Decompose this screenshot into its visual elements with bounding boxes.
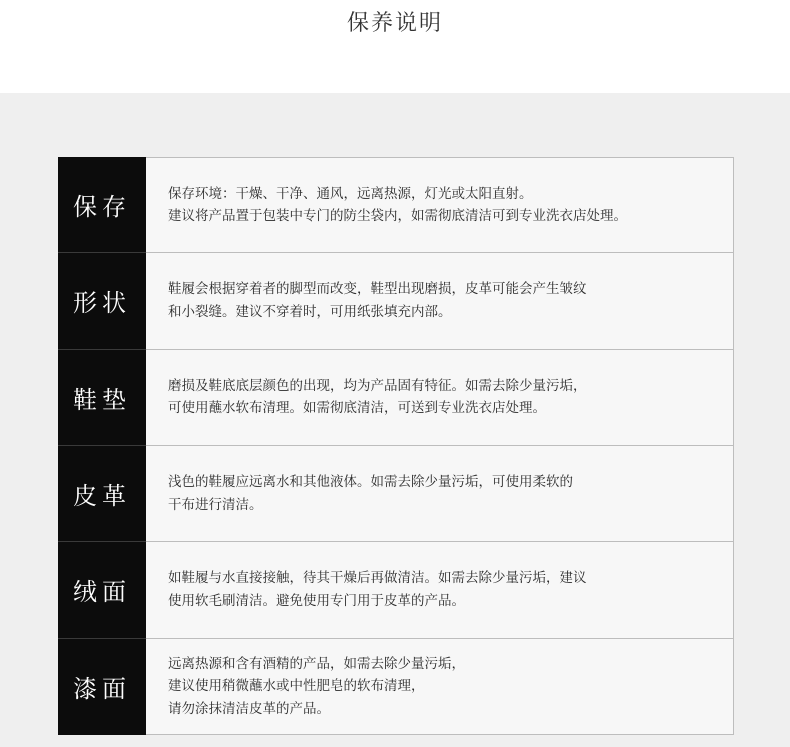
care-row-suede <box>58 542 734 638</box>
care-content-storage <box>146 157 734 253</box>
care-content-suede <box>146 542 734 638</box>
care-line: 浅色的鞋履应远离水和其他液体。如需去除少量污垢，可使用柔软的 <box>168 474 573 491</box>
care-line: 请勿涂抹清洁皮革的产品。 <box>168 700 330 717</box>
care-row-storage <box>58 157 734 253</box>
care-label-shape: 形状 <box>58 253 146 349</box>
care-content-leather <box>146 446 734 542</box>
care-line: 使用软毛刷清洁。避免使用专门用于皮革的产品。 <box>168 592 465 609</box>
care-label-leather: 皮革 <box>58 446 146 542</box>
care-line: 鞋履会根据穿着者的脚型而改变，鞋型出现磨损，皮革可能会产生皱纹 <box>168 281 587 298</box>
care-line: 和小裂缝。建议不穿着时，可用纸张填充内部。 <box>168 303 452 320</box>
care-line: 可使用蘸水软布清理。如需彻底清洁，可送到专业洗衣店处理。 <box>168 400 546 417</box>
care-row-insole <box>58 350 734 446</box>
header-banner <box>0 0 790 93</box>
care-row-shape <box>58 253 734 349</box>
care-content-patent <box>146 639 734 735</box>
care-label-patent: 漆面 <box>58 639 146 735</box>
care-label-storage: 保存 <box>58 157 146 253</box>
care-row-leather <box>58 446 734 542</box>
care-instructions-table <box>58 157 734 735</box>
page-title: 保养说明 <box>346 11 443 36</box>
care-label-insole: 鞋垫 <box>58 350 146 446</box>
care-line: 建议将产品置于包装中专门的防尘袋内，如需彻底清洁可到专业洗衣店处理。 <box>168 208 627 225</box>
care-content-shape <box>146 253 734 349</box>
care-row-patent <box>58 639 734 735</box>
care-line: 保存环境：干燥、干净、通风，远离热源，灯光或太阳直射。 <box>168 185 533 202</box>
care-line: 远离热源和含有酒精的产品，如需去除少量污垢， <box>168 655 465 672</box>
care-line: 建议使用稍微蘸水或中性肥皂的软布清理， <box>168 678 425 695</box>
care-line: 干布进行清洁。 <box>168 496 263 513</box>
care-line: 磨损及鞋底底层颜色的出现，均为产品固有特征。如需去除少量污垢， <box>168 377 587 394</box>
care-label-suede: 绒面 <box>58 542 146 638</box>
care-line: 如鞋履与水直接接触，待其干燥后再做清洁。如需去除少量污垢，建议 <box>168 570 587 587</box>
care-content-insole <box>146 350 734 446</box>
